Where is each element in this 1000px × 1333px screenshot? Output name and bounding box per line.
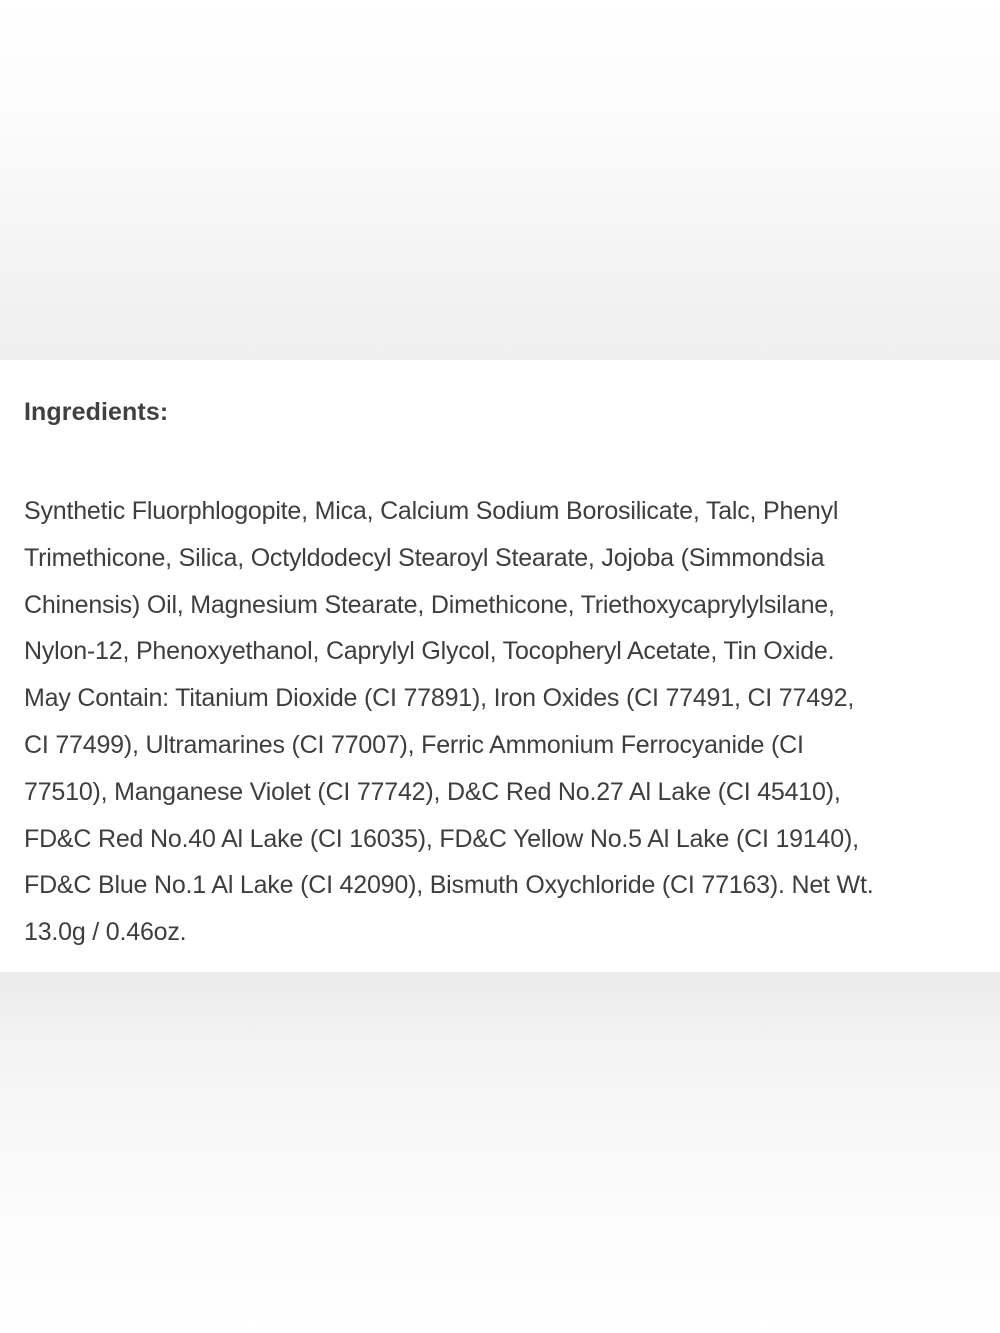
ingredients-line: Nylon-12, Phenoxyethanol, Caprylyl Glycol, Tocopheryl Acetate, Tin Oxide. [24,637,835,666]
ingredients-heading: Ingredients: [24,398,169,426]
blurred-top-background [0,0,1000,360]
ingredients-list [24,488,979,956]
ingredients-line: Trimethicone, Silica, Octyldodecyl Stearoyl Stearate, Jojoba (Simmondsia [24,543,825,572]
ingredients-line: CI 77499), Ultramarines (CI 77007), Ferric Ammonium Ferrocyanide (CI [24,730,804,759]
ingredients-line: 77510), Manganese Violet (CI 77742), D&C Red No.27 Al Lake (CI 45410), [24,777,841,806]
ingredients-line: May Contain: Titanium Dioxide (CI 77891), Iron Oxides (CI 77491, CI 77492, [24,684,855,713]
blurred-bottom-background [0,972,1000,1333]
ingredients-line: Chinensis) Oil, Magnesium Stearate, Dimethicone, Triethoxycaprylylsilane, [24,590,835,619]
ingredients-line: FD&C Blue No.1 Al Lake (CI 42090), Bismuth Oxychloride (CI 77163). Net Wt. [24,871,874,900]
ingredients-panel [0,360,1000,972]
ingredients-line: FD&C Red No.40 Al Lake (CI 16035), FD&C Yellow No.5 Al Lake (CI 19140), [24,824,859,853]
ingredients-line: 13.0g / 0.46oz. [24,918,187,947]
ingredients-line: Synthetic Fluorphlogopite, Mica, Calcium Sodium Borosilicate, Talc, Phenyl [24,497,839,525]
